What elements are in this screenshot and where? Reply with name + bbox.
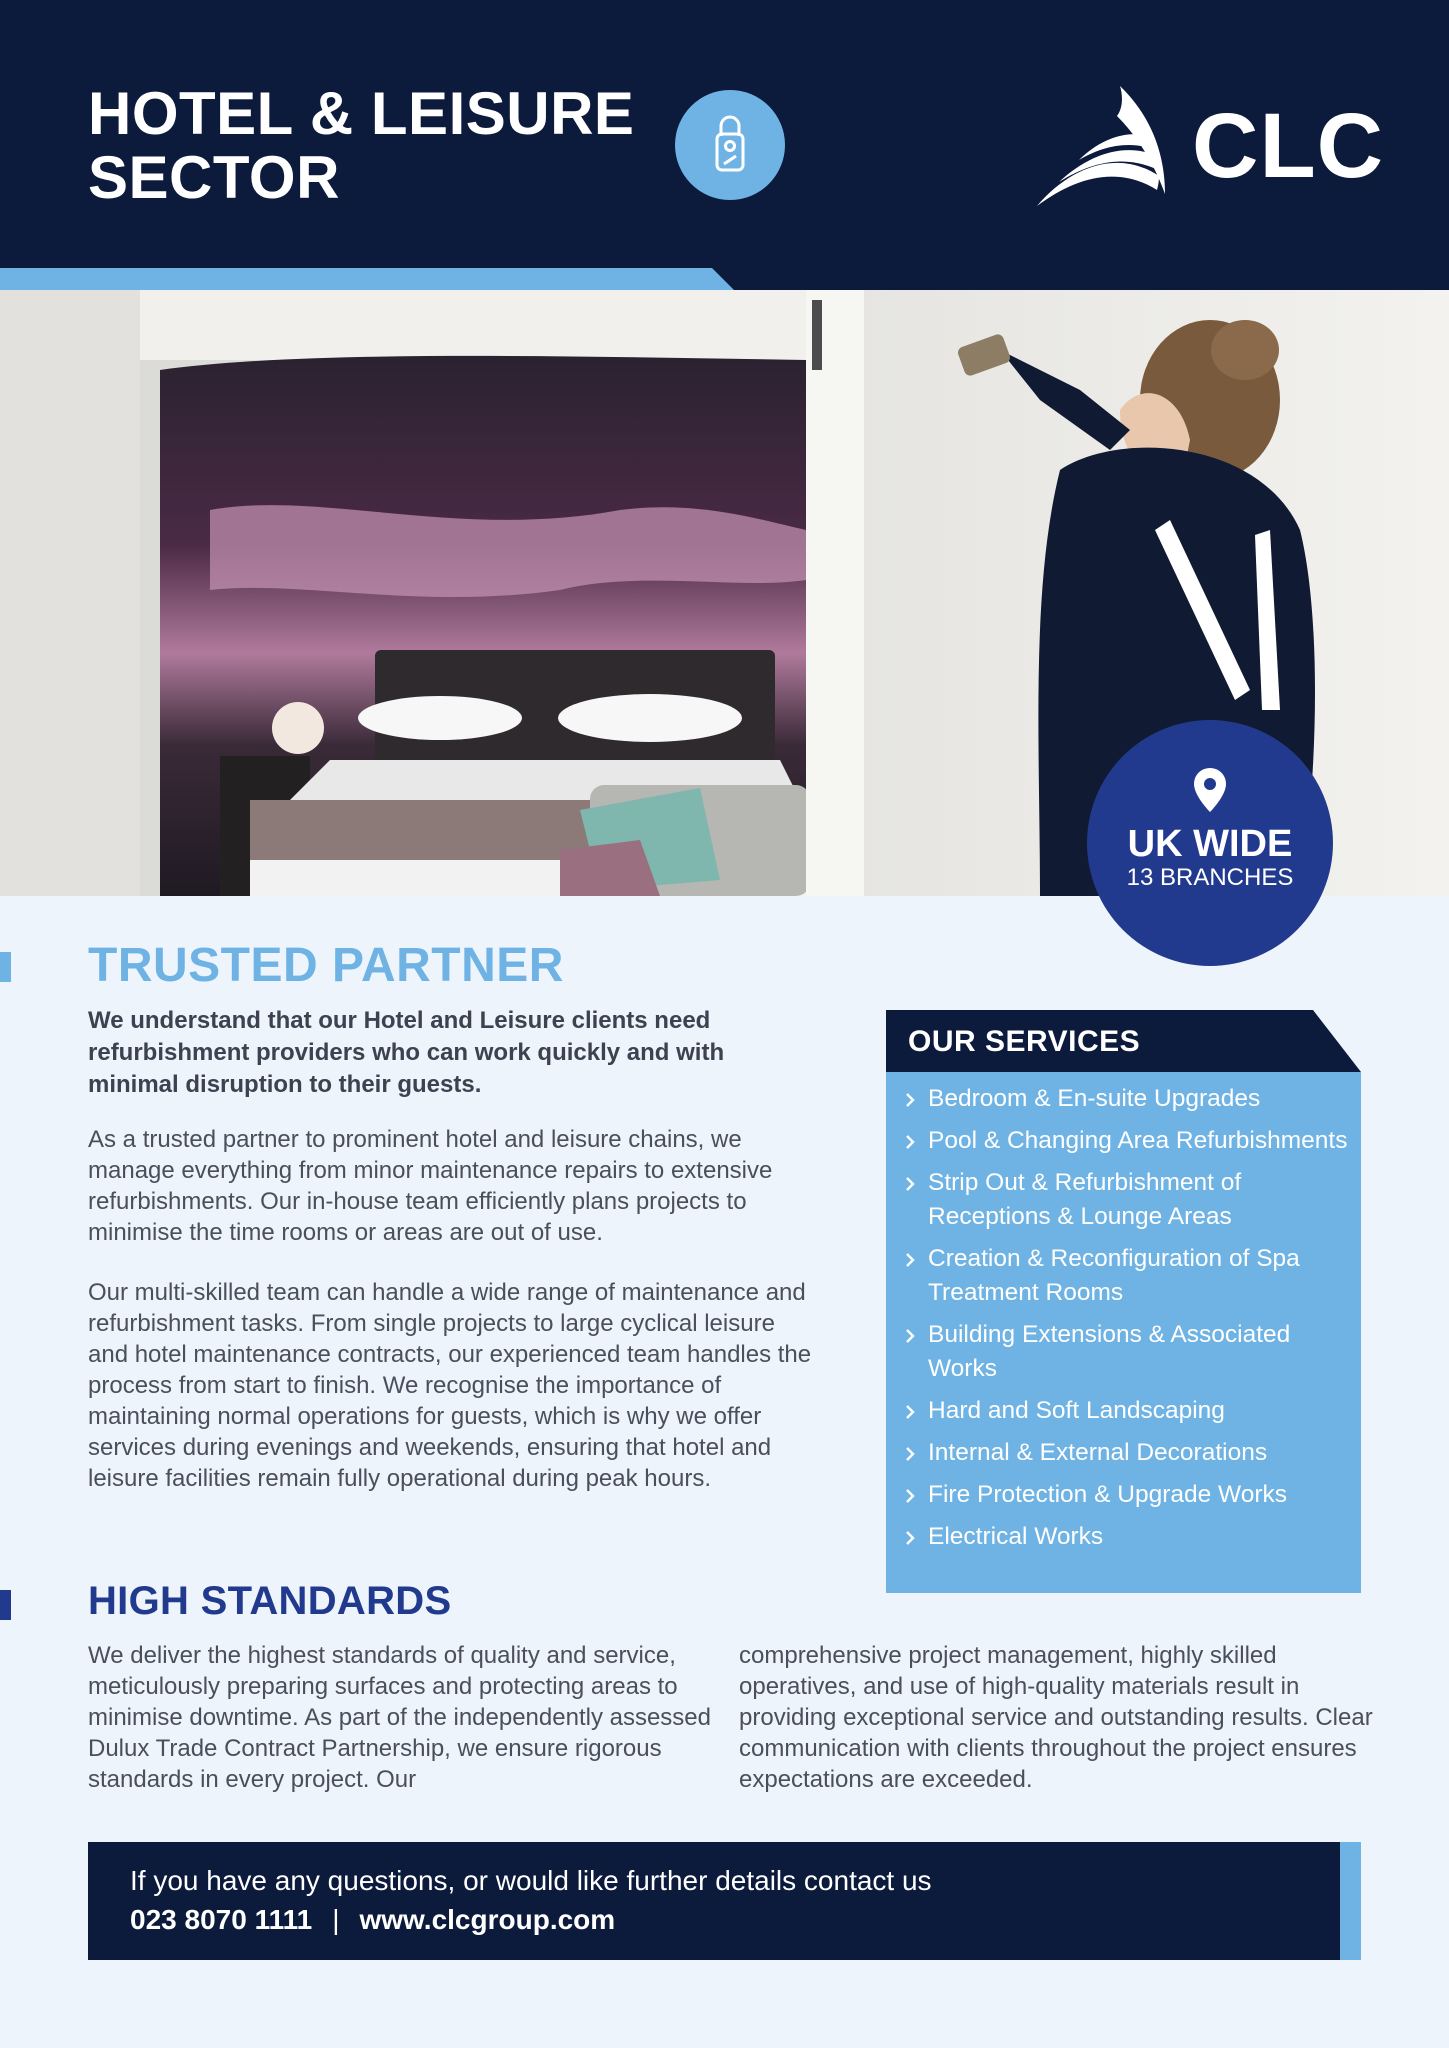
chevron-right-icon bbox=[905, 1177, 915, 1191]
service-item-label: Pool & Changing Area Refurbishments bbox=[928, 1127, 1348, 1154]
service-item-label: Creation & Reconfiguration of Spa Treatment Rooms bbox=[928, 1245, 1300, 1306]
chevron-right-icon bbox=[905, 1447, 915, 1461]
service-item bbox=[886, 1436, 1361, 1470]
service-item-label: Bedroom & En-suite Upgrades bbox=[928, 1085, 1261, 1112]
service-item-label: Fire Protection & Upgrade Works bbox=[928, 1481, 1288, 1508]
trusted-paragraph-2: Our multi-skilled team can handle a wide range of maintenance and refurbishment tasks. From single projects to large cyclical leisure and hotel maintenance contracts, our experienced team handles the process from start to finish. We recognise the importance of maintaining normal operations for guests, which is why we offer services during evenings and weekends, ensuring that hotel and leisure facilities remain fully operational during peak hours. bbox=[88, 1279, 812, 1492]
sail-logo-icon bbox=[1035, 82, 1185, 212]
page-header bbox=[0, 0, 1449, 290]
title-line-1: HOTEL & LEISURE bbox=[88, 80, 635, 147]
badge-subtitle: 13 BRANCHES bbox=[1126, 864, 1294, 891]
section-marker-standards bbox=[0, 1590, 11, 1620]
trusted-partner-heading: TRUSTED PARTNER bbox=[88, 939, 564, 992]
chevron-right-icon bbox=[905, 1329, 915, 1343]
clc-logo bbox=[1035, 82, 1385, 212]
contact-details bbox=[130, 1902, 615, 1938]
logo-text: CLC bbox=[1192, 95, 1385, 197]
service-item bbox=[886, 1082, 1361, 1116]
service-item bbox=[886, 1242, 1361, 1310]
service-item bbox=[886, 1478, 1361, 1512]
service-item bbox=[886, 1124, 1361, 1158]
services-title: OUR SERVICES bbox=[908, 1025, 1141, 1058]
service-item-label: Hard and Soft Landscaping bbox=[928, 1397, 1225, 1424]
phone-number[interactable]: 023 8070 1111 bbox=[130, 1904, 313, 1935]
high-standards-heading: HIGH STANDARDS bbox=[88, 1579, 452, 1623]
title-line-2: SECTOR bbox=[88, 144, 340, 211]
contact-accent-edge bbox=[1340, 1842, 1361, 1960]
chevron-right-icon bbox=[905, 1405, 915, 1419]
standards-column-2: comprehensive project management, highly skilled operatives, and use of high-quality materials result in providing exceptional service and outstanding results. Clear communication with clients throughout the project ensures expectations are exceeded. bbox=[739, 1642, 1373, 1793]
service-item-label: Electrical Works bbox=[928, 1523, 1104, 1550]
contact-text: If you have any questions, or would like further details contact us bbox=[130, 1865, 932, 1896]
door-hanger-icon bbox=[675, 90, 785, 200]
chevron-right-icon bbox=[905, 1531, 915, 1545]
chevron-right-icon bbox=[905, 1093, 915, 1107]
service-item bbox=[886, 1318, 1361, 1386]
trusted-intro: We understand that our Hotel and Leisure clients need refurbishment providers who can work quickly and with minimal disruption to their guests. bbox=[88, 1007, 725, 1098]
service-item-label: Building Extensions & Associated Works bbox=[928, 1321, 1291, 1382]
trusted-paragraph-1: As a trusted partner to prominent hotel and leisure chains, we manage everything from minor maintenance repairs to extensive refurbishments. Our in-house team efficiently plans projects to minimise the time rooms or areas are out of use. bbox=[88, 1126, 773, 1246]
service-item bbox=[886, 1520, 1361, 1554]
page-title bbox=[88, 82, 634, 210]
contact-banner bbox=[88, 1842, 1340, 1960]
standards-column-1: We deliver the highest standards of quality and service, meticulously preparing surfaces and protecting areas to minimise downtime. As part of the independently assessed Dulux Trade Contract Partnership, we ensure rigorous standards in every project. Our bbox=[88, 1642, 712, 1793]
service-item bbox=[886, 1166, 1361, 1234]
location-pin-icon bbox=[1194, 768, 1226, 812]
section-marker-trusted bbox=[0, 952, 11, 982]
header-accent-strip bbox=[0, 268, 740, 290]
service-item-label: Internal & External Decorations bbox=[928, 1439, 1268, 1466]
chevron-right-icon bbox=[905, 1489, 915, 1503]
badge-title: UK WIDE bbox=[1127, 823, 1293, 865]
our-services-box bbox=[886, 1010, 1361, 1593]
service-item-label: Strip Out & Refurbishment of Receptions & Lounge Areas bbox=[928, 1169, 1242, 1230]
contact-separator: | bbox=[332, 1904, 340, 1935]
services-list-panel bbox=[886, 1072, 1361, 1593]
uk-wide-badge bbox=[1087, 720, 1333, 966]
chevron-right-icon bbox=[905, 1253, 915, 1267]
services-list bbox=[886, 1072, 1361, 1554]
chevron-right-icon bbox=[905, 1135, 915, 1149]
website-link[interactable]: www.clcgroup.com bbox=[359, 1904, 616, 1935]
service-item bbox=[886, 1394, 1361, 1428]
